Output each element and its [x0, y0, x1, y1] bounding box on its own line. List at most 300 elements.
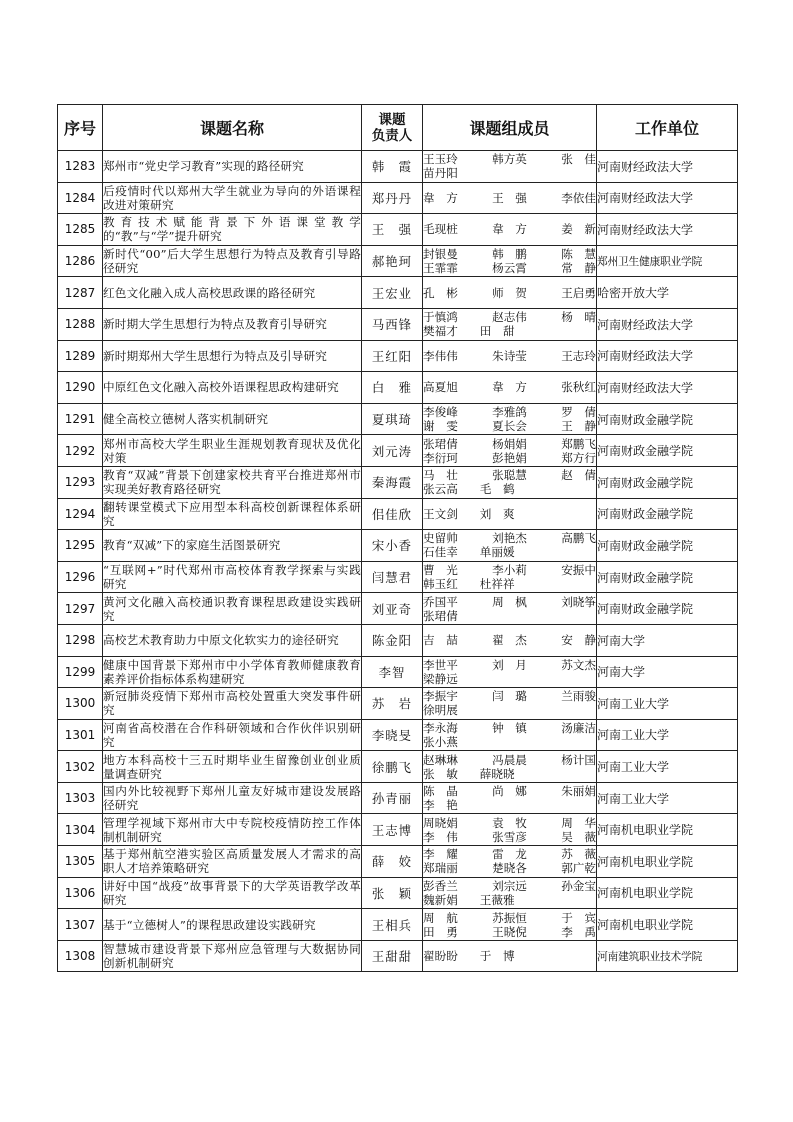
cell-unit: 河南财经政法大学	[597, 214, 738, 246]
member-line	[423, 816, 596, 830]
cell-no: 1297	[58, 593, 103, 625]
cell-title: 教育技术赋能背景下外语课堂教学的“教”与“学”提升研究	[103, 215, 361, 244]
member-name: 李雅鸽	[492, 405, 527, 420]
cell-no: 1284	[58, 182, 103, 214]
cell-responsible: 陈金阳	[362, 624, 423, 656]
member-name: 刘艳杰	[492, 531, 527, 546]
member-name: 田 勇	[423, 924, 458, 939]
cell-title: 河南省高校潜在合作科研领域和合作伙伴识别研究	[103, 720, 361, 749]
cell-no: 1293	[58, 466, 103, 498]
header-no: 序号	[58, 105, 103, 151]
member-name: 张云高	[423, 482, 458, 497]
cell-members	[423, 245, 597, 277]
member-name: 史留帅	[423, 531, 458, 546]
cell-unit: 河南大学	[597, 656, 738, 688]
table-row	[58, 719, 738, 751]
member-name: 魏新娟	[423, 892, 458, 907]
cell-responsible: 马西锋	[362, 308, 423, 340]
member-name: 郑方行	[561, 450, 596, 465]
project-table	[57, 104, 738, 972]
cell-members	[423, 530, 597, 562]
member-name: 师 贺	[492, 285, 527, 300]
table-row	[58, 466, 738, 498]
member-name: 张聪慧	[492, 468, 527, 483]
cell-members	[423, 340, 597, 372]
member-name: 高鹏飞	[561, 531, 596, 546]
member-line	[423, 247, 596, 261]
member-name: 韋 方	[423, 190, 458, 205]
cell-title: 基于“立德树人”的课程思政建设实践研究	[103, 909, 362, 941]
member-line	[423, 468, 596, 482]
member-name: 韩玉红	[423, 577, 458, 592]
cell-title: 郑州市“党史学习教育”实现的路径研究	[103, 151, 362, 183]
member-name: 毛 鹤	[479, 482, 515, 497]
table-row	[58, 308, 738, 340]
member-line	[423, 609, 596, 623]
cell-members	[423, 151, 597, 183]
cell-title: 讲好中国“战疫”故事背景下的大学英语教学改革研究	[103, 878, 361, 907]
member-name: 陈 晶	[423, 784, 458, 799]
member-name: 王薇雅	[479, 892, 515, 907]
member-name: 孙金宝	[561, 878, 596, 893]
table-row	[58, 624, 738, 656]
member-line	[423, 658, 596, 672]
table-row	[58, 656, 738, 688]
member-line	[423, 166, 596, 180]
cell-members	[423, 372, 597, 404]
member-line	[423, 380, 596, 394]
cell-unit: 河南财经政法大学	[597, 308, 738, 340]
cell-title: 中原红色文化融入高校外语课程思政构建研究	[103, 372, 362, 404]
member-line	[423, 563, 596, 577]
cell-members	[423, 277, 597, 309]
cell-members	[423, 308, 597, 340]
cell-no: 1292	[58, 435, 103, 467]
member-name: 杜祥祥	[479, 577, 515, 592]
cell-responsible: 王相兵	[362, 909, 423, 941]
cell-no: 1299	[58, 656, 103, 688]
member-name: 马 壮	[423, 468, 458, 483]
member-name: 孔 彬	[423, 285, 458, 300]
cell-no: 1291	[58, 403, 103, 435]
cell-unit: 河南财经政法大学	[597, 182, 738, 214]
table-row	[58, 782, 738, 814]
cell-unit: 河南财政金融学院	[597, 435, 738, 467]
cell-responsible: 李晓旻	[362, 719, 423, 751]
cell-members	[423, 814, 597, 846]
member-name: 刘晓筝	[561, 594, 596, 609]
table-row	[58, 846, 738, 878]
member-name: 李 艳	[423, 798, 458, 813]
member-line	[423, 861, 596, 875]
cell-no: 1308	[58, 940, 103, 972]
cell-members	[423, 214, 597, 246]
member-line	[423, 419, 596, 433]
cell-no: 1285	[58, 214, 103, 246]
cell-no: 1286	[58, 245, 103, 277]
cell-responsible: 薛 姣	[362, 846, 423, 878]
cell-title: 新时代“00”后大学生思想行为特点及教育引导路径研究	[103, 247, 361, 276]
member-line	[423, 191, 596, 205]
table-row	[58, 182, 738, 214]
cell-members	[423, 782, 597, 814]
table-header-row	[58, 105, 738, 151]
member-name: 周晓娟	[423, 815, 458, 830]
member-line	[423, 286, 596, 300]
member-name: 张 敏	[423, 766, 458, 781]
cell-unit: 河南工业大学	[597, 688, 738, 720]
cell-title: 健康中国背景下郑州市中小学体育教师健康教育素养评价指标体系构建研究	[103, 657, 361, 686]
member-line	[423, 595, 596, 609]
table-row	[58, 403, 738, 435]
cell-no: 1301	[58, 719, 103, 751]
member-name: 袁 牧	[492, 815, 527, 830]
cell-no: 1306	[58, 877, 103, 909]
cell-no: 1300	[58, 688, 103, 720]
cell-responsible: 张 颖	[362, 877, 423, 909]
member-name: 张珺倩	[423, 608, 458, 623]
cell-unit: 河南财政金融学院	[597, 561, 738, 593]
member-line	[423, 261, 596, 275]
cell-unit: 河南机电职业学院	[597, 909, 738, 941]
cell-members	[423, 751, 597, 783]
cell-unit: 河南工业大学	[597, 719, 738, 751]
member-name: 钟 镇	[492, 720, 527, 735]
cell-title: 郑州市高校大学生职业生涯规划教育现状及优化对策	[103, 436, 361, 465]
cell-no: 1283	[58, 151, 103, 183]
member-line	[423, 451, 596, 465]
member-name: 吴 薇	[561, 829, 596, 844]
table-row	[58, 593, 738, 625]
table-row	[58, 214, 738, 246]
member-line	[423, 784, 596, 798]
cell-title: 翻转课堂模式下应用型本科高校创新课程体系研究	[103, 499, 361, 528]
member-name: 周 航	[423, 910, 458, 925]
member-name: 高夏旭	[423, 380, 458, 395]
member-name: 王 静	[561, 419, 596, 434]
cell-title: 健全高校立德树人落实机制研究	[103, 403, 362, 435]
member-line	[423, 753, 596, 767]
member-name: 彭艳娟	[492, 450, 527, 465]
member-name: 刘 月	[492, 657, 527, 672]
member-line	[423, 152, 596, 166]
member-name: 夏长会	[492, 419, 527, 434]
member-line	[423, 633, 596, 647]
cell-members	[423, 656, 597, 688]
cell-title: 新时期郑州大学生思想行为特点及引导研究	[103, 340, 362, 372]
cell-members	[423, 688, 597, 720]
member-line	[423, 847, 596, 861]
cell-members	[423, 561, 597, 593]
member-name: 苗丹阳	[423, 166, 458, 181]
member-line	[423, 310, 596, 324]
member-name: 于慎鸿	[423, 310, 458, 325]
member-name: 杨计国	[561, 752, 596, 767]
cell-members	[423, 940, 597, 972]
member-line	[423, 437, 596, 451]
cell-responsible: 郝艳珂	[362, 245, 423, 277]
header-unit: 工作单位	[597, 105, 738, 151]
cell-responsible: 王 强	[362, 214, 423, 246]
cell-responsible: 王宏业	[362, 277, 423, 309]
member-name: 薛晓晓	[479, 766, 515, 781]
cell-no: 1296	[58, 561, 103, 593]
member-name: 韋 方	[492, 380, 527, 395]
cell-title: 高校艺术教育助力中原文化软实力的途径研究	[103, 624, 362, 656]
member-name: 李永海	[423, 720, 458, 735]
member-name: 彭香兰	[423, 878, 458, 893]
member-line	[423, 949, 596, 963]
member-name: 杨云霄	[492, 261, 527, 276]
cell-title: 智慧城市建设背景下郑州应急管理与大数据协同创新机制研究	[103, 942, 361, 971]
table-body	[58, 151, 738, 972]
member-line	[423, 349, 596, 363]
member-name: 李俊峰	[423, 405, 458, 420]
member-name: 陈 慧	[561, 247, 596, 262]
member-name: 石佳幸	[423, 545, 458, 560]
member-name: 姜 新	[561, 222, 596, 237]
member-line	[423, 482, 596, 496]
table-row	[58, 151, 738, 183]
cell-members	[423, 593, 597, 625]
member-line	[423, 405, 596, 419]
cell-responsible: 韩 霞	[362, 151, 423, 183]
member-name: 罗 倩	[561, 405, 596, 420]
member-name: 梁静远	[423, 671, 458, 686]
member-name: 赵琳琳	[423, 752, 458, 767]
cell-title: 管理学视域下郑州市大中专院校疫情防控工作体制机制研究	[103, 815, 361, 844]
cell-responsible: 郑丹丹	[362, 182, 423, 214]
cell-title: 新冠肺炎疫情下郑州市高校处置重大突发事件研究	[103, 689, 361, 718]
cell-title: 国内外比较视野下郑州儿童友好城市建设发展路径研究	[103, 784, 361, 813]
member-name: 李 伟	[423, 829, 458, 844]
cell-members	[423, 624, 597, 656]
cell-no: 1294	[58, 498, 103, 530]
member-line	[423, 545, 596, 559]
cell-responsible: 苏 岩	[362, 688, 423, 720]
cell-responsible: 宋小香	[362, 530, 423, 562]
member-name: 郭广乾	[561, 861, 596, 876]
member-name: 王霏霏	[423, 261, 458, 276]
member-line	[423, 222, 596, 236]
member-name: 王 强	[492, 190, 527, 205]
member-name: 李伟伟	[423, 348, 458, 363]
cell-unit: 河南机电职业学院	[597, 846, 738, 878]
member-name: 闫 璐	[492, 689, 527, 704]
cell-unit: 河南财政金融学院	[597, 466, 738, 498]
member-name: 尚 娜	[492, 784, 527, 799]
member-name: 周 华	[561, 815, 596, 830]
table-row	[58, 530, 738, 562]
cell-no: 1295	[58, 530, 103, 562]
cell-responsible: 孙青丽	[362, 782, 423, 814]
member-name: 樊福才	[423, 324, 458, 339]
member-line	[423, 531, 596, 545]
member-line	[423, 721, 596, 735]
cell-title: 基于郑州航空港实验区高质量发展人才需求的高职人才培养策略研究	[103, 847, 361, 876]
member-name: 刘 爽	[479, 506, 515, 521]
cell-no: 1304	[58, 814, 103, 846]
cell-responsible: 秦海霞	[362, 466, 423, 498]
member-name: 李振宇	[423, 689, 458, 704]
table-row	[58, 688, 738, 720]
cell-no: 1302	[58, 751, 103, 783]
member-line	[423, 798, 596, 812]
member-line	[423, 672, 596, 686]
cell-members	[423, 877, 597, 909]
member-name: 王志玲	[561, 348, 596, 363]
cell-no: 1303	[58, 782, 103, 814]
table-row	[58, 909, 738, 941]
member-name: 毛现桩	[423, 222, 458, 237]
member-name: 乔国平	[423, 594, 458, 609]
member-name: 苏 薇	[561, 847, 596, 862]
cell-unit: 郑州卫生健康职业学院	[597, 245, 738, 277]
member-name: 于 博	[479, 949, 515, 964]
member-name: 周 枫	[492, 594, 527, 609]
member-name: 王启勇	[561, 285, 596, 300]
cell-responsible: 李智	[362, 656, 423, 688]
cell-members	[423, 846, 597, 878]
table-row	[58, 877, 738, 909]
member-name: 苏文杰	[561, 657, 596, 672]
cell-no: 1290	[58, 372, 103, 404]
member-name: 于 宾	[561, 910, 596, 925]
table-row	[58, 435, 738, 467]
cell-title: 黄河文化融入高校通识教育课程思政建设实践研究	[103, 594, 361, 623]
member-name: 郑瑞丽	[423, 861, 458, 876]
member-name: 兰雨骏	[561, 689, 596, 704]
cell-responsible: 佀佳欣	[362, 498, 423, 530]
cell-title: 地方本科高校十三五时期毕业生留豫创业创业质量调查研究	[103, 752, 361, 781]
member-name: 王文剑	[423, 506, 458, 521]
member-line	[423, 703, 596, 717]
member-name: 翟盼盼	[423, 949, 458, 964]
cell-unit: 河南财政金融学院	[597, 498, 738, 530]
cell-unit: 河南工业大学	[597, 751, 738, 783]
member-name: 杨娟娟	[492, 436, 527, 451]
cell-members	[423, 435, 597, 467]
member-name: 封银曼	[423, 247, 458, 262]
member-line	[423, 689, 596, 703]
cell-title: 教育“双减”下的家庭生活图景研究	[103, 530, 362, 562]
table-row	[58, 940, 738, 972]
member-line	[423, 324, 596, 338]
cell-responsible: 王甜甜	[362, 940, 423, 972]
member-name: 田 甜	[479, 324, 515, 339]
member-name: 赵志伟	[492, 310, 527, 325]
member-name: 王玉玲	[423, 152, 458, 167]
cell-members	[423, 182, 597, 214]
table-row	[58, 372, 738, 404]
cell-responsible: 刘亚奇	[362, 593, 423, 625]
header-title: 课题名称	[103, 105, 362, 151]
cell-unit: 河南机电职业学院	[597, 814, 738, 846]
cell-unit: 河南机电职业学院	[597, 877, 738, 909]
header-responsible: 课题 负责人	[362, 105, 423, 151]
cell-members	[423, 498, 597, 530]
member-line	[423, 507, 596, 521]
cell-responsible: 夏琪琦	[362, 403, 423, 435]
member-name: 安 静	[561, 633, 596, 648]
member-name: 张 佳	[561, 152, 596, 167]
member-name: 徐明展	[423, 703, 458, 718]
member-name: 韩 鹏	[492, 247, 527, 262]
member-name: 朱诗莹	[492, 348, 527, 363]
member-line	[423, 577, 596, 591]
member-name: 李依佳	[561, 190, 596, 205]
cell-no: 1307	[58, 909, 103, 941]
cell-no: 1288	[58, 308, 103, 340]
cell-unit: 河南财经政法大学	[597, 372, 738, 404]
table-row	[58, 751, 738, 783]
cell-unit: 河南财政金融学院	[597, 530, 738, 562]
cell-unit: 河南大学	[597, 624, 738, 656]
cell-unit: 河南财经政法大学	[597, 340, 738, 372]
member-name: 赵 倩	[561, 468, 596, 483]
table-row	[58, 340, 738, 372]
member-line	[423, 735, 596, 749]
member-name: 冯晨晨	[492, 752, 527, 767]
cell-unit: 河南工业大学	[597, 782, 738, 814]
member-name: 安振中	[561, 563, 596, 578]
member-name: 楚晓各	[492, 861, 527, 876]
cell-members	[423, 719, 597, 751]
cell-unit: 河南财政金融学院	[597, 593, 738, 625]
cell-members	[423, 909, 597, 941]
cell-responsible: 刘元涛	[362, 435, 423, 467]
cell-title: 教育“双减”背景下创建家校共育平台推进郑州市实现美好教育路径研究	[103, 468, 361, 497]
table-row	[58, 814, 738, 846]
member-line	[423, 830, 596, 844]
member-line	[423, 893, 596, 907]
member-name: 朱丽娟	[561, 784, 596, 799]
member-name: 曹 光	[423, 563, 458, 578]
cell-responsible: 闫慧君	[362, 561, 423, 593]
cell-members	[423, 466, 597, 498]
member-name: 韋 方	[492, 222, 527, 237]
header-members: 课题组成员	[423, 105, 597, 151]
cell-unit: 河南财政金融学院	[597, 403, 738, 435]
member-name: 刘宗远	[492, 878, 527, 893]
cell-title: 新时期大学生思想行为特点及教育引导研究	[103, 308, 362, 340]
member-name: 翟 杰	[492, 633, 527, 648]
table-row	[58, 561, 738, 593]
member-name: 汤廉洁	[561, 720, 596, 735]
cell-unit: 河南建筑职业技术学院	[597, 940, 738, 972]
member-name: 谢 雯	[423, 419, 458, 434]
member-line	[423, 879, 596, 893]
table-row	[58, 245, 738, 277]
member-name: 张秋红	[561, 380, 596, 395]
cell-title: “互联网+”时代郑州市高校体育教学探索与实践研究	[103, 563, 361, 592]
member-name: 杨 晴	[561, 310, 596, 325]
cell-unit: 哈密开放大学	[597, 277, 738, 309]
member-line	[423, 925, 596, 939]
member-name: 吉 喆	[423, 633, 458, 648]
member-name: 李衍珂	[423, 450, 458, 465]
member-name: 张珺倩	[423, 436, 458, 451]
member-name: 李小莉	[492, 563, 527, 578]
member-line	[423, 767, 596, 781]
member-name: 常 静	[561, 261, 596, 276]
cell-responsible: 王志博	[362, 814, 423, 846]
cell-title: 后疫情时代以郑州大学生就业为导向的外语课程改进对策研究	[103, 183, 361, 212]
member-name: 李世平	[423, 657, 458, 672]
cell-responsible: 徐鹏飞	[362, 751, 423, 783]
cell-responsible: 王红阳	[362, 340, 423, 372]
member-name: 李 耀	[423, 847, 458, 862]
